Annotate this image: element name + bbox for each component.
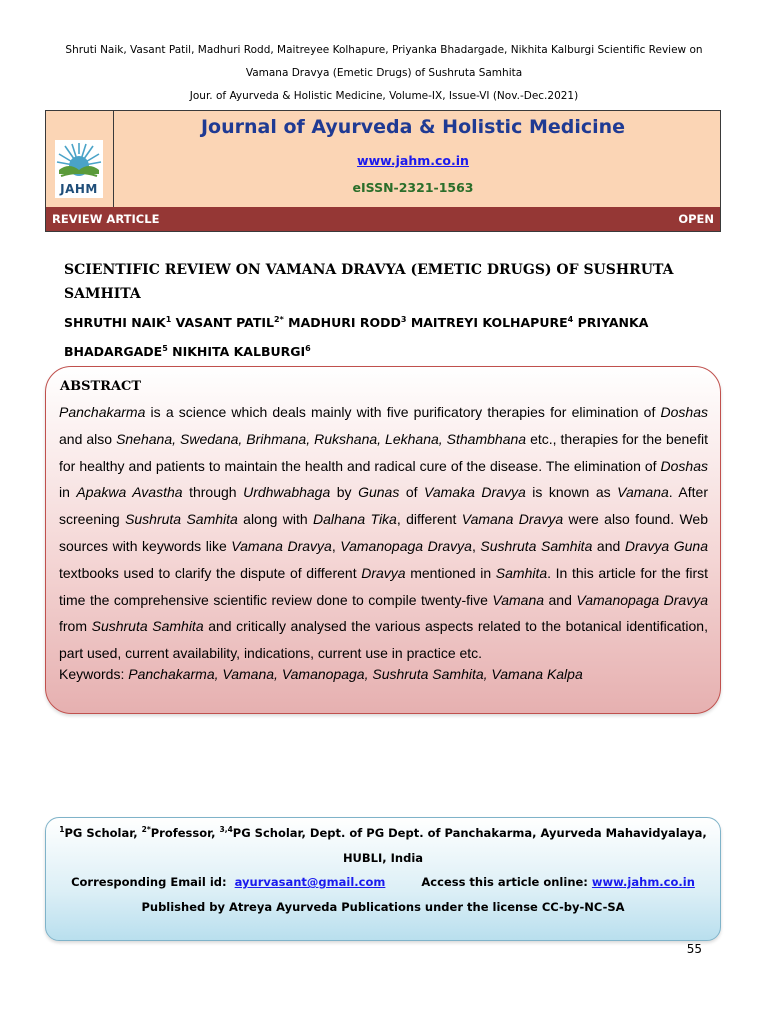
affil-sup: 3,4 [219, 825, 233, 834]
abstract-term: Gunas [358, 484, 400, 501]
abstract-term: Apakwa Avastha [76, 484, 183, 501]
affil-text: PG Scholar, [64, 825, 142, 840]
article-title: SCIENTIFIC REVIEW ON VAMANA DRAVYA (EMETIC DRUGS) OF SUSHRUTA SAMHITA [64, 262, 674, 302]
abstract-text: and critically analysed the various aspects related to the botanical identification, part used, current availability, indications, current use in practice etc. [59, 618, 708, 662]
abstract-term: Doshas [660, 457, 708, 474]
journal-url-link[interactable]: www.jahm.co.in [357, 153, 469, 168]
journal-logo [55, 140, 103, 198]
abstract-text: is a science which deals mainly with five purificatory therapies for elimination of [145, 404, 661, 420]
abstract-term: Vamana Dravya [231, 537, 332, 554]
author-name: SHRUTHI NAIK [64, 315, 166, 331]
logo-cell [46, 111, 114, 207]
abstract-text: , different [396, 511, 462, 528]
abstract-text: textbooks used to clarify the dispute of different [59, 564, 362, 581]
abstract-term: Vamanopaga Dravya [576, 591, 708, 608]
affil-text: PG Scholar, Dept. of PG Dept. of Panchakarma, Ayurveda Mahavidyalaya, [232, 825, 707, 840]
access-online-label: Access this article online: [421, 875, 588, 889]
author-sup: 4 [567, 315, 574, 324]
abstract-term: Vamana Dravya [461, 511, 564, 528]
sunrise-logo-icon [55, 140, 103, 182]
abstract-term: Urdhwabhaga [243, 484, 331, 501]
abstract-term: Sushruta Samhita [125, 511, 238, 528]
abstract-term: Dalhana Tika [313, 511, 397, 528]
abstract-box [45, 366, 721, 714]
abstract-text: and [544, 591, 577, 608]
access-label: OPEN [678, 212, 714, 226]
abstract-text: of [399, 484, 425, 501]
abstract-text: along with [237, 511, 314, 528]
access-url-link[interactable]: www.jahm.co.in [591, 875, 695, 889]
citation-header [40, 39, 728, 108]
abstract-term: Doshas [660, 404, 708, 420]
affiliation-line [46, 825, 720, 840]
abstract-text: etc., therapies for the benefit for healthy and patients to maintain the health and radical cure of the disease. The elimination of [59, 430, 708, 474]
abstract-text: through [182, 484, 244, 501]
journal-eissn: eISSN-2321-1563 [352, 180, 474, 195]
abstract-term: Dravya Guna [624, 537, 708, 554]
abstract-heading: ABSTRACT [60, 379, 142, 394]
email-link[interactable]: ayurvasant@gmail.com [234, 875, 386, 889]
masthead-banner [46, 111, 720, 207]
abstract-term: Sushruta Samhita [91, 618, 204, 635]
abstract-text: in [59, 484, 77, 501]
affil-sup: 2* [141, 825, 151, 834]
author-sup: 5 [162, 344, 168, 354]
abstract-text: by [330, 484, 359, 501]
keywords-list: Panchakarma, Vamana, Vamanopaga, Sushruta Samhita, Vamana Kalpa [128, 666, 583, 682]
abstract-text: , [331, 537, 341, 554]
affiliation-box [45, 817, 721, 941]
author-name: MADHURI RODD [288, 315, 401, 331]
citation-line-3: Jour. of Ayurveda & Holistic Medicine, Volume-IX, Issue-VI (Nov.-Dec.2021) [189, 90, 579, 102]
citation-line-2: Vamana Dravya (Emetic Drugs) of Sushruta Samhita [245, 67, 523, 79]
abstract-term: Dravya [361, 564, 406, 581]
contact-line [46, 875, 720, 889]
abstract-term: Vamaka Dravya [424, 484, 526, 501]
author-sup: 2* [274, 315, 284, 324]
author-sup: 1 [165, 315, 172, 324]
keywords-label: Keywords: [59, 666, 129, 682]
author-sup: 6 [305, 344, 311, 354]
abstract-text: mentioned in [405, 564, 496, 581]
citation-line-1: Shruti Naik, Vasant Patil, Madhuri Rodd, Maitreyee Kolhapure, Priyanka Bhadargade, Nikhita Kalburgi Scientific Review on [65, 44, 703, 56]
email-label: Corresponding Email id: [71, 875, 227, 889]
affiliation-location: HUBLI, India [342, 851, 424, 865]
abstract-body [59, 399, 708, 667]
abstract-text: is known as [525, 484, 618, 501]
abstract-text: and [592, 537, 625, 554]
journal-title: Journal of Ayurveda & Holistic Medicine [200, 116, 626, 138]
abstract-term: Snehana, Swedana, Brihmana, Rukshana, Lekhana, Sthambhana [116, 430, 527, 447]
abstract-text: . In this article for the first time the comprehensive scientific review done to compile twenty-five [59, 564, 709, 608]
article-type-bar [46, 207, 720, 231]
abstract-term: Panchakarma [59, 404, 146, 420]
author-name: MAITREYI KOLHAPURE [410, 315, 568, 331]
keywords-line [59, 666, 583, 682]
article-type-label: REVIEW ARTICLE [52, 212, 160, 226]
author-name: PRIYANKA BHADARGADE [64, 315, 649, 360]
abstract-term: Vamana [492, 591, 545, 608]
abstract-text: . After screening [59, 484, 708, 528]
abstract-text: , [471, 537, 481, 554]
abstract-term: Sushruta Samhita [480, 537, 593, 554]
author-sup: 3 [400, 315, 407, 324]
abstract-term: Vamanopaga Dravya [340, 537, 472, 554]
author-name: VASANT PATIL [175, 315, 275, 331]
abstract-term: Samhita [495, 564, 548, 581]
journal-masthead [45, 110, 721, 232]
abstract-text: and also [59, 430, 117, 447]
logo-text: JAHM [60, 182, 98, 196]
author-list [64, 307, 704, 365]
license-line: Published by Atreya Ayurveda Publications under the license CC-by-NC-SA [141, 900, 625, 914]
affil-sup: 1 [59, 825, 65, 834]
affil-text: Professor, [150, 825, 220, 840]
author-name: NIKHITA KALBURGI [172, 344, 306, 360]
abstract-term: Vamana [617, 484, 669, 501]
abstract-text: from [59, 618, 92, 635]
page-number: 55 [686, 942, 702, 956]
abstract-text: were also found. Web sources with keywords like [59, 511, 708, 554]
